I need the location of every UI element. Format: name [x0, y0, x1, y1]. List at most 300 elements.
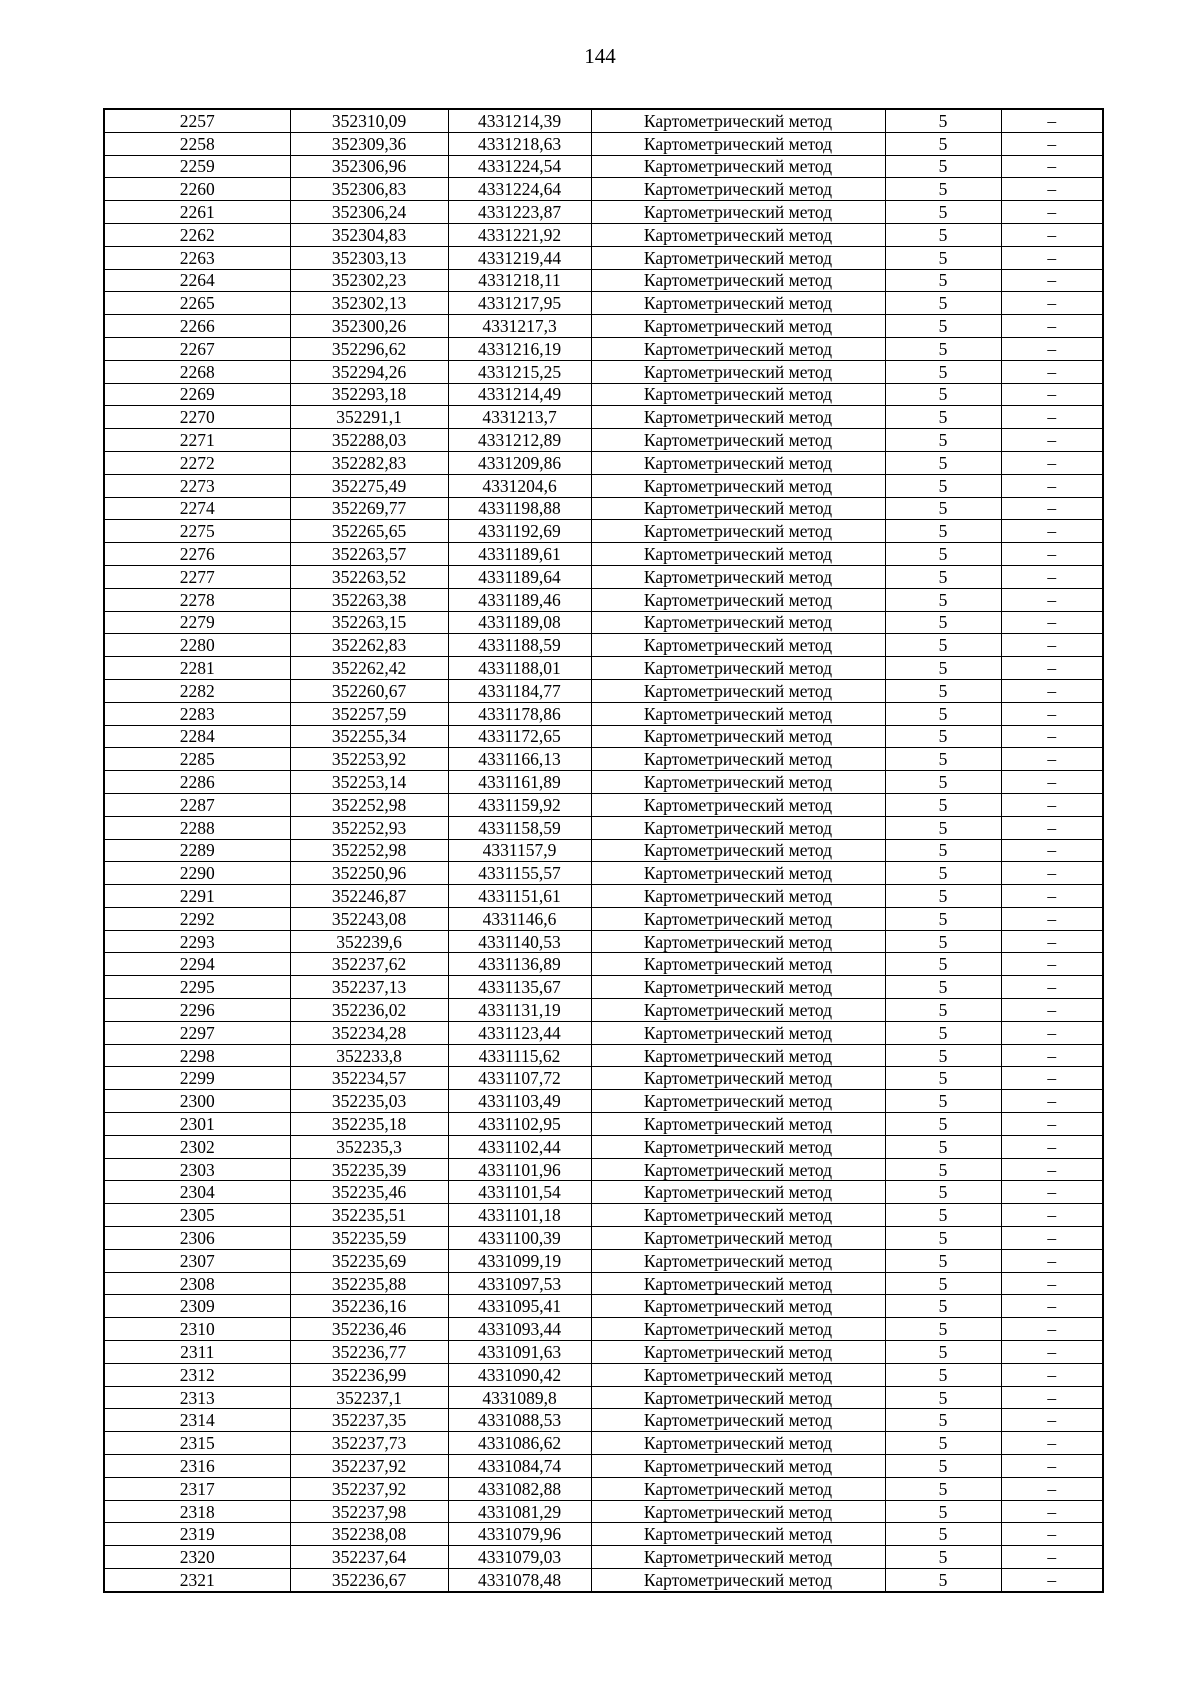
- x-coordinate-cell: 352237,35: [290, 1409, 448, 1432]
- accuracy-cell: 5: [885, 406, 1001, 429]
- y-coordinate-cell: 4331172,65: [448, 725, 591, 748]
- x-coordinate-cell: 352238,08: [290, 1523, 448, 1546]
- y-coordinate-cell: 4331151,61: [448, 885, 591, 908]
- point-number-cell: 2296: [104, 999, 290, 1022]
- note-cell: –: [1001, 634, 1103, 657]
- note-cell: –: [1001, 178, 1103, 201]
- y-coordinate-cell: 4331093,44: [448, 1318, 591, 1341]
- accuracy-cell: 5: [885, 885, 1001, 908]
- y-coordinate-cell: 4331209,86: [448, 451, 591, 474]
- point-number-cell: 2280: [104, 634, 290, 657]
- note-cell: –: [1001, 725, 1103, 748]
- y-coordinate-cell: 4331189,08: [448, 611, 591, 634]
- method-cell: Картометрический метод: [591, 725, 885, 748]
- point-number-cell: 2289: [104, 839, 290, 862]
- method-cell: Картометрический метод: [591, 383, 885, 406]
- accuracy-cell: 5: [885, 702, 1001, 725]
- point-number-cell: 2284: [104, 725, 290, 748]
- accuracy-cell: 5: [885, 1044, 1001, 1067]
- x-coordinate-cell: 352237,92: [290, 1477, 448, 1500]
- table-row: [104, 1569, 1103, 1592]
- y-coordinate-cell: 4331189,64: [448, 565, 591, 588]
- y-coordinate-cell: 4331218,11: [448, 269, 591, 292]
- note-cell: –: [1001, 1181, 1103, 1204]
- table-row: [104, 246, 1103, 269]
- method-cell: Картометрический метод: [591, 634, 885, 657]
- note-cell: –: [1001, 771, 1103, 794]
- note-cell: –: [1001, 451, 1103, 474]
- table-row: [104, 1249, 1103, 1272]
- accuracy-cell: 5: [885, 1113, 1001, 1136]
- point-number-cell: 2309: [104, 1295, 290, 1318]
- method-cell: Картометрический метод: [591, 429, 885, 452]
- accuracy-cell: 5: [885, 1227, 1001, 1250]
- note-cell: –: [1001, 816, 1103, 839]
- method-cell: Картометрический метод: [591, 953, 885, 976]
- note-cell: –: [1001, 793, 1103, 816]
- method-cell: Картометрический метод: [591, 748, 885, 771]
- note-cell: –: [1001, 1546, 1103, 1569]
- point-number-cell: 2300: [104, 1090, 290, 1113]
- accuracy-cell: 5: [885, 725, 1001, 748]
- x-coordinate-cell: 352263,38: [290, 588, 448, 611]
- accuracy-cell: 5: [885, 839, 1001, 862]
- accuracy-cell: 5: [885, 1546, 1001, 1569]
- x-coordinate-cell: 352255,34: [290, 725, 448, 748]
- x-coordinate-cell: 352237,62: [290, 953, 448, 976]
- point-number-cell: 2312: [104, 1363, 290, 1386]
- method-cell: Картометрический метод: [591, 565, 885, 588]
- point-number-cell: 2257: [104, 109, 290, 132]
- method-cell: Картометрический метод: [591, 1158, 885, 1181]
- point-number-cell: 2294: [104, 953, 290, 976]
- note-cell: –: [1001, 953, 1103, 976]
- method-cell: Картометрический метод: [591, 315, 885, 338]
- point-number-cell: 2269: [104, 383, 290, 406]
- accuracy-cell: 5: [885, 907, 1001, 930]
- point-number-cell: 2321: [104, 1569, 290, 1592]
- point-number-cell: 2271: [104, 429, 290, 452]
- method-cell: Картометрический метод: [591, 771, 885, 794]
- accuracy-cell: 5: [885, 816, 1001, 839]
- table-row: [104, 543, 1103, 566]
- method-cell: Картометрический метод: [591, 1432, 885, 1455]
- x-coordinate-cell: 352263,52: [290, 565, 448, 588]
- y-coordinate-cell: 4331213,7: [448, 406, 591, 429]
- method-cell: Картометрический метод: [591, 839, 885, 862]
- point-number-cell: 2274: [104, 497, 290, 520]
- x-coordinate-cell: 352233,8: [290, 1044, 448, 1067]
- table-row: [104, 748, 1103, 771]
- table-row: [104, 474, 1103, 497]
- accuracy-cell: 5: [885, 1477, 1001, 1500]
- point-number-cell: 2319: [104, 1523, 290, 1546]
- accuracy-cell: 5: [885, 1455, 1001, 1478]
- method-cell: Картометрический метод: [591, 1135, 885, 1158]
- accuracy-cell: 5: [885, 337, 1001, 360]
- x-coordinate-cell: 352235,88: [290, 1272, 448, 1295]
- accuracy-cell: 5: [885, 634, 1001, 657]
- y-coordinate-cell: 4331212,89: [448, 429, 591, 452]
- x-coordinate-cell: 352252,98: [290, 793, 448, 816]
- accuracy-cell: 5: [885, 474, 1001, 497]
- point-number-cell: 2310: [104, 1318, 290, 1341]
- table-row: [104, 999, 1103, 1022]
- point-number-cell: 2293: [104, 930, 290, 953]
- table-row: [104, 907, 1103, 930]
- accuracy-cell: 5: [885, 1272, 1001, 1295]
- y-coordinate-cell: 4331224,64: [448, 178, 591, 201]
- note-cell: –: [1001, 1523, 1103, 1546]
- method-cell: Картометрический метод: [591, 1044, 885, 1067]
- table-row: [104, 793, 1103, 816]
- note-cell: –: [1001, 1500, 1103, 1523]
- note-cell: –: [1001, 132, 1103, 155]
- table-row: [104, 1477, 1103, 1500]
- y-coordinate-cell: 4331123,44: [448, 1021, 591, 1044]
- note-cell: –: [1001, 748, 1103, 771]
- x-coordinate-cell: 352303,13: [290, 246, 448, 269]
- table-row: [104, 337, 1103, 360]
- y-coordinate-cell: 4331101,18: [448, 1204, 591, 1227]
- y-coordinate-cell: 4331214,49: [448, 383, 591, 406]
- method-cell: Картометрический метод: [591, 360, 885, 383]
- method-cell: Картометрический метод: [591, 793, 885, 816]
- y-coordinate-cell: 4331192,69: [448, 520, 591, 543]
- accuracy-cell: 5: [885, 930, 1001, 953]
- accuracy-cell: 5: [885, 1500, 1001, 1523]
- point-number-cell: 2291: [104, 885, 290, 908]
- note-cell: –: [1001, 1386, 1103, 1409]
- method-cell: Картометрический метод: [591, 1569, 885, 1592]
- x-coordinate-cell: 352236,02: [290, 999, 448, 1022]
- table-row: [104, 1500, 1103, 1523]
- point-number-cell: 2315: [104, 1432, 290, 1455]
- accuracy-cell: 5: [885, 223, 1001, 246]
- point-number-cell: 2267: [104, 337, 290, 360]
- note-cell: –: [1001, 1249, 1103, 1272]
- point-number-cell: 2283: [104, 702, 290, 725]
- y-coordinate-cell: 4331218,63: [448, 132, 591, 155]
- x-coordinate-cell: 352235,46: [290, 1181, 448, 1204]
- method-cell: Картометрический метод: [591, 1386, 885, 1409]
- note-cell: –: [1001, 497, 1103, 520]
- x-coordinate-cell: 352237,92: [290, 1455, 448, 1478]
- accuracy-cell: 5: [885, 565, 1001, 588]
- point-number-cell: 2258: [104, 132, 290, 155]
- accuracy-cell: 5: [885, 679, 1001, 702]
- x-coordinate-cell: 352234,57: [290, 1067, 448, 1090]
- table-row: [104, 1523, 1103, 1546]
- y-coordinate-cell: 4331084,74: [448, 1455, 591, 1478]
- method-cell: Картометрический метод: [591, 223, 885, 246]
- method-cell: Картометрический метод: [591, 1363, 885, 1386]
- table-row: [104, 976, 1103, 999]
- x-coordinate-cell: 352304,83: [290, 223, 448, 246]
- accuracy-cell: 5: [885, 1181, 1001, 1204]
- note-cell: –: [1001, 1227, 1103, 1250]
- table-row: [104, 1386, 1103, 1409]
- x-coordinate-cell: 352300,26: [290, 315, 448, 338]
- accuracy-cell: 5: [885, 360, 1001, 383]
- table-row: [104, 611, 1103, 634]
- note-cell: –: [1001, 1363, 1103, 1386]
- x-coordinate-cell: 352257,59: [290, 702, 448, 725]
- note-cell: –: [1001, 1067, 1103, 1090]
- point-number-cell: 2301: [104, 1113, 290, 1136]
- x-coordinate-cell: 352236,67: [290, 1569, 448, 1592]
- y-coordinate-cell: 4331135,67: [448, 976, 591, 999]
- point-number-cell: 2313: [104, 1386, 290, 1409]
- y-coordinate-cell: 4331102,44: [448, 1135, 591, 1158]
- table-row: [104, 178, 1103, 201]
- table-row: [104, 839, 1103, 862]
- table-row: [104, 223, 1103, 246]
- point-number-cell: 2288: [104, 816, 290, 839]
- accuracy-cell: 5: [885, 1295, 1001, 1318]
- y-coordinate-cell: 4331081,29: [448, 1500, 591, 1523]
- method-cell: Картометрический метод: [591, 588, 885, 611]
- note-cell: –: [1001, 1341, 1103, 1364]
- note-cell: –: [1001, 383, 1103, 406]
- method-cell: Картометрический метод: [591, 178, 885, 201]
- x-coordinate-cell: 352275,49: [290, 474, 448, 497]
- page-number: 144: [584, 44, 616, 68]
- point-number-cell: 2287: [104, 793, 290, 816]
- point-number-cell: 2306: [104, 1227, 290, 1250]
- y-coordinate-cell: 4331215,25: [448, 360, 591, 383]
- x-coordinate-cell: 352236,46: [290, 1318, 448, 1341]
- x-coordinate-cell: 352252,93: [290, 816, 448, 839]
- point-number-cell: 2316: [104, 1455, 290, 1478]
- accuracy-cell: 5: [885, 543, 1001, 566]
- x-coordinate-cell: 352253,92: [290, 748, 448, 771]
- y-coordinate-cell: 4331184,77: [448, 679, 591, 702]
- note-cell: –: [1001, 1455, 1103, 1478]
- accuracy-cell: 5: [885, 178, 1001, 201]
- method-cell: Картометрический метод: [591, 1477, 885, 1500]
- method-cell: Картометрический метод: [591, 474, 885, 497]
- x-coordinate-cell: 352236,77: [290, 1341, 448, 1364]
- y-coordinate-cell: 4331146,6: [448, 907, 591, 930]
- table-row: [104, 702, 1103, 725]
- note-cell: –: [1001, 520, 1103, 543]
- note-cell: –: [1001, 702, 1103, 725]
- method-cell: Картометрический метод: [591, 1090, 885, 1113]
- method-cell: Картометрический метод: [591, 406, 885, 429]
- x-coordinate-cell: 352252,98: [290, 839, 448, 862]
- y-coordinate-cell: 4331099,19: [448, 1249, 591, 1272]
- table-row: [104, 1546, 1103, 1569]
- point-number-cell: 2279: [104, 611, 290, 634]
- y-coordinate-cell: 4331178,86: [448, 702, 591, 725]
- y-coordinate-cell: 4331095,41: [448, 1295, 591, 1318]
- method-cell: Картометрический метод: [591, 657, 885, 680]
- point-number-cell: 2273: [104, 474, 290, 497]
- x-coordinate-cell: 352243,08: [290, 907, 448, 930]
- note-cell: –: [1001, 1204, 1103, 1227]
- point-number-cell: 2285: [104, 748, 290, 771]
- method-cell: Картометрический метод: [591, 1523, 885, 1546]
- x-coordinate-cell: 352293,18: [290, 383, 448, 406]
- method-cell: Картометрический метод: [591, 269, 885, 292]
- accuracy-cell: 5: [885, 999, 1001, 1022]
- method-cell: Картометрический метод: [591, 999, 885, 1022]
- table-row: [104, 1113, 1103, 1136]
- accuracy-cell: 5: [885, 793, 1001, 816]
- y-coordinate-cell: 4331217,95: [448, 292, 591, 315]
- x-coordinate-cell: 352306,24: [290, 201, 448, 224]
- point-number-cell: 2304: [104, 1181, 290, 1204]
- note-cell: –: [1001, 406, 1103, 429]
- accuracy-cell: 5: [885, 246, 1001, 269]
- y-coordinate-cell: 4331214,39: [448, 109, 591, 132]
- table-row: [104, 1021, 1103, 1044]
- accuracy-cell: 5: [885, 1249, 1001, 1272]
- accuracy-cell: 5: [885, 429, 1001, 452]
- note-cell: –: [1001, 611, 1103, 634]
- method-cell: Картометрический метод: [591, 543, 885, 566]
- x-coordinate-cell: 352235,18: [290, 1113, 448, 1136]
- method-cell: Картометрический метод: [591, 816, 885, 839]
- y-coordinate-cell: 4331217,3: [448, 315, 591, 338]
- note-cell: –: [1001, 1158, 1103, 1181]
- point-number-cell: 2317: [104, 1477, 290, 1500]
- x-coordinate-cell: 352237,64: [290, 1546, 448, 1569]
- x-coordinate-cell: 352291,1: [290, 406, 448, 429]
- y-coordinate-cell: 4331159,92: [448, 793, 591, 816]
- table-row: [104, 315, 1103, 338]
- note-cell: –: [1001, 1090, 1103, 1113]
- method-cell: Картометрический метод: [591, 1272, 885, 1295]
- point-number-cell: 2282: [104, 679, 290, 702]
- table-row: [104, 1158, 1103, 1181]
- table-row: [104, 771, 1103, 794]
- table-row: [104, 657, 1103, 680]
- note-cell: –: [1001, 679, 1103, 702]
- point-number-cell: 2318: [104, 1500, 290, 1523]
- accuracy-cell: 5: [885, 1386, 1001, 1409]
- y-coordinate-cell: 4331224,54: [448, 155, 591, 178]
- note-cell: –: [1001, 930, 1103, 953]
- accuracy-cell: 5: [885, 1409, 1001, 1432]
- x-coordinate-cell: 352253,14: [290, 771, 448, 794]
- x-coordinate-cell: 352269,77: [290, 497, 448, 520]
- accuracy-cell: 5: [885, 269, 1001, 292]
- x-coordinate-cell: 352235,3: [290, 1135, 448, 1158]
- accuracy-cell: 5: [885, 383, 1001, 406]
- y-coordinate-cell: 4331101,54: [448, 1181, 591, 1204]
- accuracy-cell: 5: [885, 109, 1001, 132]
- point-number-cell: 2290: [104, 862, 290, 885]
- note-cell: –: [1001, 1409, 1103, 1432]
- x-coordinate-cell: 352263,57: [290, 543, 448, 566]
- y-coordinate-cell: 4331198,88: [448, 497, 591, 520]
- accuracy-cell: 5: [885, 451, 1001, 474]
- table-row: [104, 109, 1103, 132]
- point-number-cell: 2262: [104, 223, 290, 246]
- coordinates-table: [103, 108, 1104, 1593]
- method-cell: Картометрический метод: [591, 520, 885, 543]
- x-coordinate-cell: 352306,96: [290, 155, 448, 178]
- y-coordinate-cell: 4331136,89: [448, 953, 591, 976]
- method-cell: Картометрический метод: [591, 1067, 885, 1090]
- point-number-cell: 2320: [104, 1546, 290, 1569]
- point-number-cell: 2307: [104, 1249, 290, 1272]
- note-cell: –: [1001, 1569, 1103, 1592]
- method-cell: Картометрический метод: [591, 292, 885, 315]
- y-coordinate-cell: 4331103,49: [448, 1090, 591, 1113]
- method-cell: Картометрический метод: [591, 1249, 885, 1272]
- point-number-cell: 2311: [104, 1341, 290, 1364]
- x-coordinate-cell: 352262,42: [290, 657, 448, 680]
- y-coordinate-cell: 4331086,62: [448, 1432, 591, 1455]
- method-cell: Картометрический метод: [591, 885, 885, 908]
- note-cell: –: [1001, 292, 1103, 315]
- accuracy-cell: 5: [885, 976, 1001, 999]
- y-coordinate-cell: 4331155,57: [448, 862, 591, 885]
- note-cell: –: [1001, 429, 1103, 452]
- point-number-cell: 2299: [104, 1067, 290, 1090]
- table-row: [104, 520, 1103, 543]
- method-cell: Картометрический метод: [591, 679, 885, 702]
- method-cell: Картометрический метод: [591, 1113, 885, 1136]
- table-row: [104, 588, 1103, 611]
- table-row: [104, 269, 1103, 292]
- table-row: [104, 634, 1103, 657]
- x-coordinate-cell: 352288,03: [290, 429, 448, 452]
- point-number-cell: 2260: [104, 178, 290, 201]
- y-coordinate-cell: 4331091,63: [448, 1341, 591, 1364]
- accuracy-cell: 5: [885, 1158, 1001, 1181]
- method-cell: Картометрический метод: [591, 1318, 885, 1341]
- note-cell: –: [1001, 1318, 1103, 1341]
- x-coordinate-cell: 352250,96: [290, 862, 448, 885]
- table-row: [104, 1204, 1103, 1227]
- point-number-cell: 2277: [104, 565, 290, 588]
- x-coordinate-cell: 352235,51: [290, 1204, 448, 1227]
- accuracy-cell: 5: [885, 1363, 1001, 1386]
- accuracy-cell: 5: [885, 201, 1001, 224]
- table-row: [104, 406, 1103, 429]
- point-number-cell: 2263: [104, 246, 290, 269]
- method-cell: Картометрический метод: [591, 1546, 885, 1569]
- method-cell: Картометрический метод: [591, 201, 885, 224]
- note-cell: –: [1001, 474, 1103, 497]
- accuracy-cell: 5: [885, 497, 1001, 520]
- y-coordinate-cell: 4331100,39: [448, 1227, 591, 1250]
- table-row: [104, 1227, 1103, 1250]
- accuracy-cell: 5: [885, 520, 1001, 543]
- point-number-cell: 2305: [104, 1204, 290, 1227]
- point-number-cell: 2276: [104, 543, 290, 566]
- point-number-cell: 2303: [104, 1158, 290, 1181]
- x-coordinate-cell: 352263,15: [290, 611, 448, 634]
- note-cell: –: [1001, 223, 1103, 246]
- x-coordinate-cell: 352239,6: [290, 930, 448, 953]
- table-row: [104, 1295, 1103, 1318]
- accuracy-cell: 5: [885, 315, 1001, 338]
- note-cell: –: [1001, 565, 1103, 588]
- note-cell: –: [1001, 1477, 1103, 1500]
- table-row: [104, 1272, 1103, 1295]
- method-cell: Картометрический метод: [591, 1021, 885, 1044]
- note-cell: –: [1001, 1044, 1103, 1067]
- table-row: [104, 1044, 1103, 1067]
- table-row: [104, 132, 1103, 155]
- accuracy-cell: 5: [885, 155, 1001, 178]
- y-coordinate-cell: 4331090,42: [448, 1363, 591, 1386]
